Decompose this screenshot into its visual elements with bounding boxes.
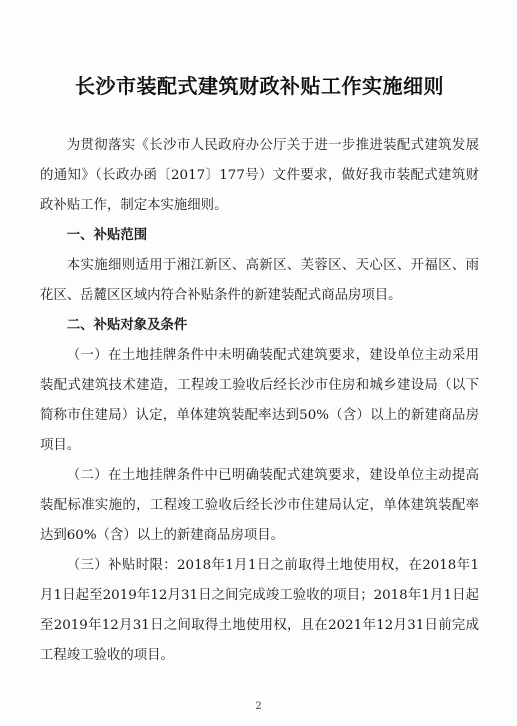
section-2-item-3: （三）补贴时限：2018年1月1日之前取得土地使用权，在2018年1月1日起至2019年12月31日之间完成竣工验收的项目；2018年1月1日起至2019年12月31日之间取得土地使用权，且在2021年12月31日前完成工程竣工验收的项目。 [40, 558, 479, 663]
document-title: 长沙市装配式建筑财政补贴工作实施细则 [75, 74, 444, 98]
section-1-body: 本实施细则适用于湘江新区、高新区、芙蓉区、天心区、开福区、雨花区、岳麓区区域内符合补贴条件的新建装配式商品房项目。 [40, 258, 479, 303]
section-2-heading: 二、补贴对象及条件 [66, 318, 188, 333]
section-1-heading: 一、补贴范围 [66, 228, 148, 243]
section-2-item-2: （二）在土地挂牌条件中已明确装配式建筑要求，建设单位主动提高装配标准实施的，工程竣工验收后经长沙市住建局认定，单体建筑装配率达到60%（含）以上的新建商品房项目。 [40, 468, 479, 543]
intro-paragraph: 为贯彻落实《长沙市人民政府办公厅关于进一步推进装配式建筑发展的通知》（长政办函〔2017〕177号）文件要求，做好我市装配式建筑财政补贴工作，制定本实施细则。 [40, 138, 479, 213]
page-number: 2 [255, 701, 262, 712]
section-2-item-1: （一）在土地挂牌条件中未明确装配式建筑要求，建设单位主动采用装配式建筑技术建造，工程竣工验收后经长沙市住房和城乡建设局（以下简称市住建局）认定，单体建筑装配率达到50%（含）以上的新建商品房项目。 [40, 348, 479, 453]
